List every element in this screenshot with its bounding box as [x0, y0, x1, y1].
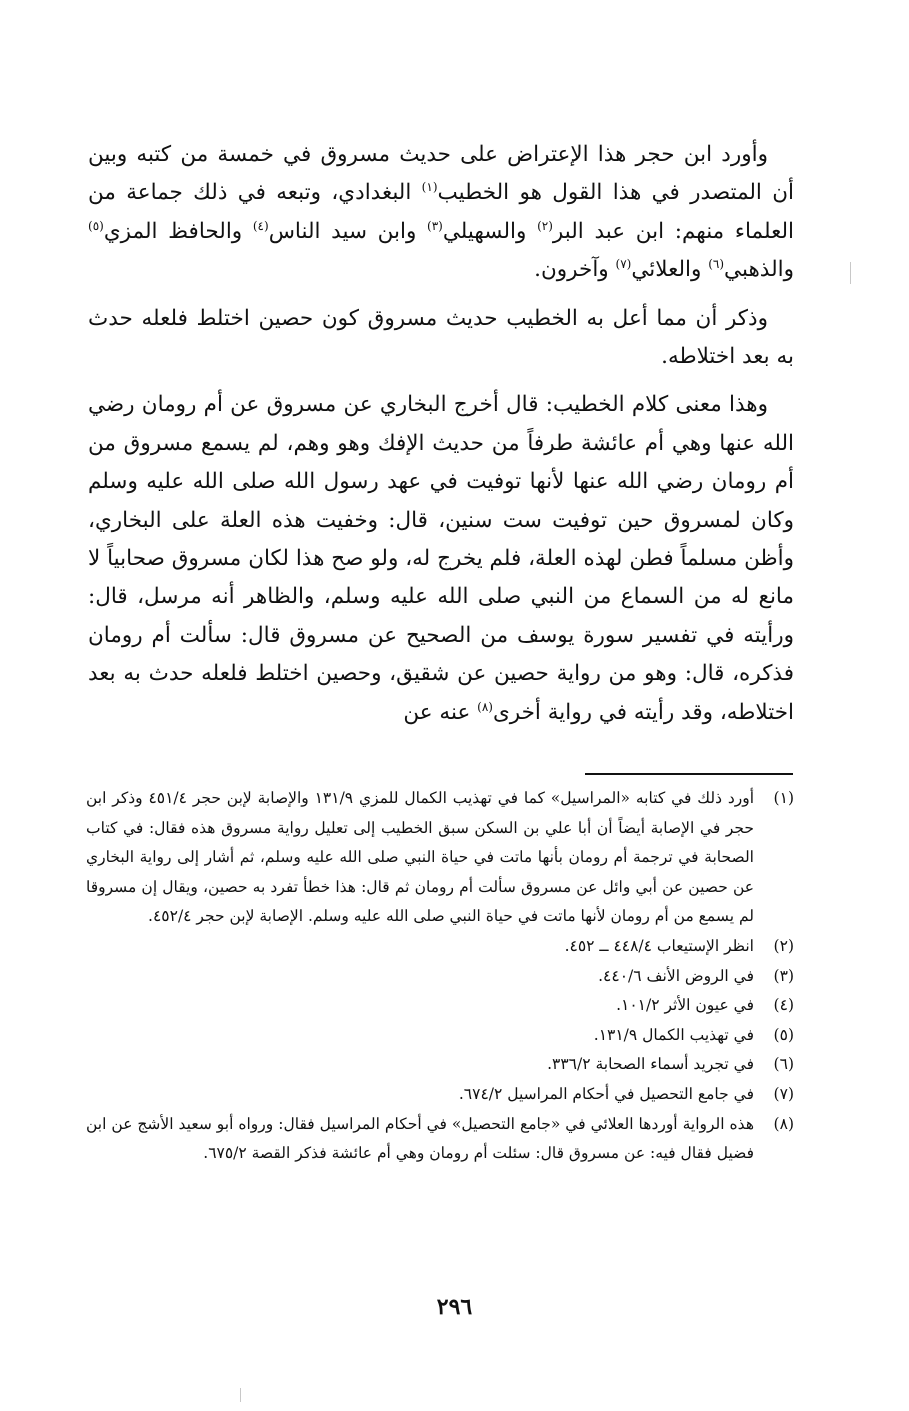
footnote: [86, 932, 796, 962]
paragraph-text: البغدادي، وتبعه في ذلك جماعة من العلماء منهم: ابن عبد البر: [88, 180, 794, 244]
footnote-text: انظر الإستيعاب ٤٤٨/٤ ــ ٤٥٢.: [564, 936, 754, 955]
paragraph-text: عنه عن: [403, 699, 478, 725]
paragraph-text: والذهبي: [724, 257, 794, 283]
footnote-reference: (٥): [88, 218, 104, 233]
page-number: ٢٩٦: [436, 1294, 473, 1320]
footnote-reference: (١): [421, 180, 438, 195]
footnote-text: في الروض الأنف ٤٤٠/٦.: [598, 966, 754, 985]
footnote: [86, 784, 796, 932]
body-paragraph: [88, 136, 794, 290]
footnote-number: (٧): [773, 1084, 794, 1103]
footnote: [86, 1021, 796, 1051]
footnote: [86, 1080, 796, 1110]
footnote: [86, 962, 796, 992]
footnote-reference: (٦): [708, 257, 725, 272]
footnote-number: (٨): [773, 1114, 794, 1133]
footnote-reference: (٢): [537, 218, 553, 233]
paragraph-text: وأورد ابن حجر هذا الإعتراض على حديث مسروق في خمسة من كتبه وبين أن المتصدر في هذا القول هو الخطيب: [88, 142, 794, 206]
footnote-number: (٦): [773, 1055, 794, 1074]
footnote-number: (٤): [773, 996, 794, 1015]
footnote: [86, 991, 796, 1021]
scan-mark: [240, 1388, 241, 1402]
body-paragraph: [88, 386, 794, 732]
paragraph-text: والحافظ المزي: [103, 218, 253, 244]
main-text: [88, 136, 794, 742]
paragraph-text: والعلائي: [631, 257, 709, 283]
footnote: [86, 1050, 796, 1080]
footnote-separator: [585, 773, 793, 775]
footnote-number: (٣): [773, 966, 794, 985]
footnote-text: في تهذيب الكمال ١٣١/٩.: [593, 1025, 754, 1044]
footnote-reference: (٤): [252, 218, 269, 233]
footnote-text: أورد ذلك في كتابه «المراسيل» كما في تهذيب الكمال للمزي ١٣١/٩ والإصابة لإبن حجر ٤٥١/٤ وذكر ابن حجر في الإصابة أيضاً أن أبا علي بن السكن سبق الخطيب إلى تعليل رواية مسروق هذه فقال: في كتاب الصحابة في ترجمة أم رومان بأنها ماتت في حياة النبي صلى الله عليه وسلم، ثم أشار إلى رواية البخاري عن حصين عن أبي وائل عن مسروق سألت أم رومان ثم قال: هذا خطأ تفرد به حصين، ويقال إن مسروقا لم يسمع من أم رومان لأنها ماتت في حياة النبي صلى الله عليه وسلم. الإصابة لإبن حجر ٤٥٢/٤.: [86, 789, 754, 926]
footnote-number: (٢): [773, 936, 794, 955]
footnote: [86, 1110, 796, 1169]
footnote-text: في عيون الأثر ١٠١/٢.: [616, 996, 754, 1015]
footnote-reference: (٣): [427, 218, 443, 233]
footnote-reference: (٨): [477, 699, 493, 714]
paragraph-text: وذكر أن مما أعل به الخطيب حديث مسروق كون حصين اختلط فلعله حدث به بعد اختلاطه.: [88, 305, 794, 370]
paragraph-text: وهذا معنى كلام الخطيب: قال أخرج البخاري عن مسروق عن أم رومان رضي الله عنها وهي أم عائشة طرفاً من حديث الإفك وهو وهم، لم يسمع مسروق من أم رومان رضي الله عنها لأنها توفيت في عهد رسول الله صلى الله عليه وسلم وكان لمسروق حين توفيت ست سنين، قال: وخفيت هذه العلة على البخاري، وأظن مسلماً فطن لهذه العلة، فلم يخرج له، ولو صح هذا لكان مسروق صحابياً لا مانع له من السماع من النبي صلى الله عليه وسلم، والظاهر أنه مرسل، قال: ورأيته في تفسير سورة يوسف من الصحيح عن مسروق قال: سألت أم رومان فذكره، قال: وهو من رواية حصين عن شقيق، وحصين اختلط فلعله حدث به بعد اختلاطه، وقد رأيته في رواية أخرى: [88, 392, 794, 725]
footnote-number: (١): [773, 789, 794, 807]
paragraph-text: وآخرون.: [534, 257, 616, 283]
footnote-reference: (٧): [615, 257, 632, 272]
footnote-text: في تجريد أسماء الصحابة ٣٣٦/٢.: [547, 1055, 754, 1074]
paragraph-text: والسهيلي: [442, 218, 538, 244]
footnotes-section: [86, 784, 796, 1169]
footnote-text: في جامع التحصيل في أحكام المراسيل ٦٧٤/٢.: [458, 1084, 754, 1103]
paragraph-text: وابن سيد الناس: [268, 218, 428, 244]
scan-mark: [850, 262, 851, 284]
footnote-number: (٥): [773, 1025, 794, 1044]
body-paragraph: [88, 300, 794, 377]
footnote-text: هذه الرواية أوردها العلائي في «جامع التحصيل» في أحكام المراسيل فقال: ورواه أبو سعيد الأشج عن ابن فضيل فقال فيه: عن مسروق قال: سئلت أم رومان وهي أم عائشة فذكر القصة ٦٧٥/٢.: [86, 1114, 754, 1163]
